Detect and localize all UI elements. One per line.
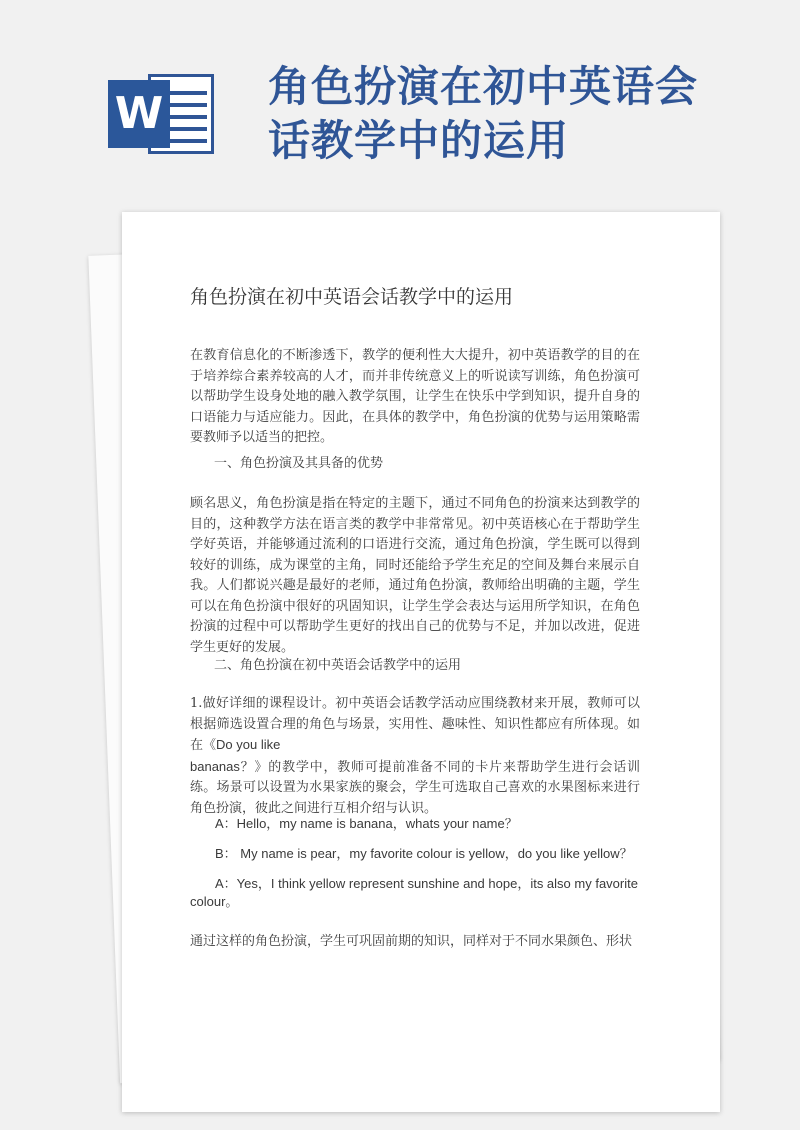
paragraph-text: 》的教学中，教师可提前准备不同的卡片来帮助学生进行会话训练。场景可以设置为水果家族的聚会，学生可选取自己喜欢的水果图标来进行角色扮演，彼此之间进行互相介绍与认识。 bbox=[190, 759, 640, 816]
english-text: Do you like bbox=[216, 737, 281, 752]
section-2-paragraph-1 bbox=[190, 694, 640, 819]
section-2-heading: 二、角色扮演在初中英语会话教学中的运用 bbox=[214, 658, 462, 673]
english-text: bananas？ bbox=[190, 758, 255, 774]
document-title: 角色扮演在初中英语会话教学中的运用 bbox=[190, 286, 514, 308]
dialogue-block bbox=[190, 815, 640, 911]
section-1-paragraph: 顾名思义，角色扮演是指在特定的主题下，通过不同角色的扮演来达到教学的目的，这种教学方法在语言类的教学中非常常见。初中英语核心在于帮助学生学好英语，并能够通过流利的口语进行交流，通过角色扮演，学生既可以得到较好的训练，成为课堂的主角，同时还能给予学生充足的空间及舞台来展示自我。人们都说兴趣是最好的老师，通过角色扮演，教师给出明确的主题，学生可以在角色扮演中很好的巩固知识，让学生学会表达与运用所学知识，在角色扮演的过程中可以帮助学生更好的找出自己的优势与不足，并加以改进，促进学生更好的发展。 bbox=[190, 496, 640, 655]
dialogue-line-a2: A：Yes，I think yellow represent sunshine and hope，its also my favorite colour。 bbox=[190, 876, 638, 909]
word-document-icon bbox=[108, 72, 216, 156]
intro-paragraph: 在教育信息化的不断渗透下，教学的便利性大大提升，初中英语教学的目的在于培养综合素养较高的人才，而并非传统意义上的听说读写训练，角色扮演可以帮助学生设身处地的融入教学氛围，让学生在快乐中学到知识，提升自身的口语能力与适应能力。因此，在具体的教学中，角色扮演的优势与运用策略需要教师予以适当的把控。 bbox=[190, 348, 640, 445]
dialogue-line-a1: A：Hello，my name is banana，whats your name？ bbox=[215, 816, 518, 831]
banner-title-line-1: 角色扮演在初中英语会 bbox=[268, 62, 699, 111]
section-1-heading: 一、角色扮演及其具备的优势 bbox=[214, 456, 384, 471]
paragraph-text: 1.做好详细的课程设计。初中英语会话教学活动应围绕教材来开展，教师可以根据筛选设置合理的角色与场景，实用性、趣味性、知识性都应有所体现。如在《 bbox=[190, 696, 640, 753]
banner-title-line-2: 话教学中的运用 bbox=[268, 116, 570, 165]
word-badge-icon: W bbox=[108, 80, 170, 148]
dialogue-line-b1: B： My name is pear，my favorite colour is yellow，do you like yellow？ bbox=[215, 846, 633, 861]
header-banner bbox=[0, 0, 800, 200]
document-page bbox=[122, 212, 720, 1112]
closing-paragraph: 通过这样的角色扮演，学生可巩固前期的知识，同样对于不同水果颜色、形状 bbox=[190, 934, 633, 949]
banner-title bbox=[268, 60, 768, 168]
